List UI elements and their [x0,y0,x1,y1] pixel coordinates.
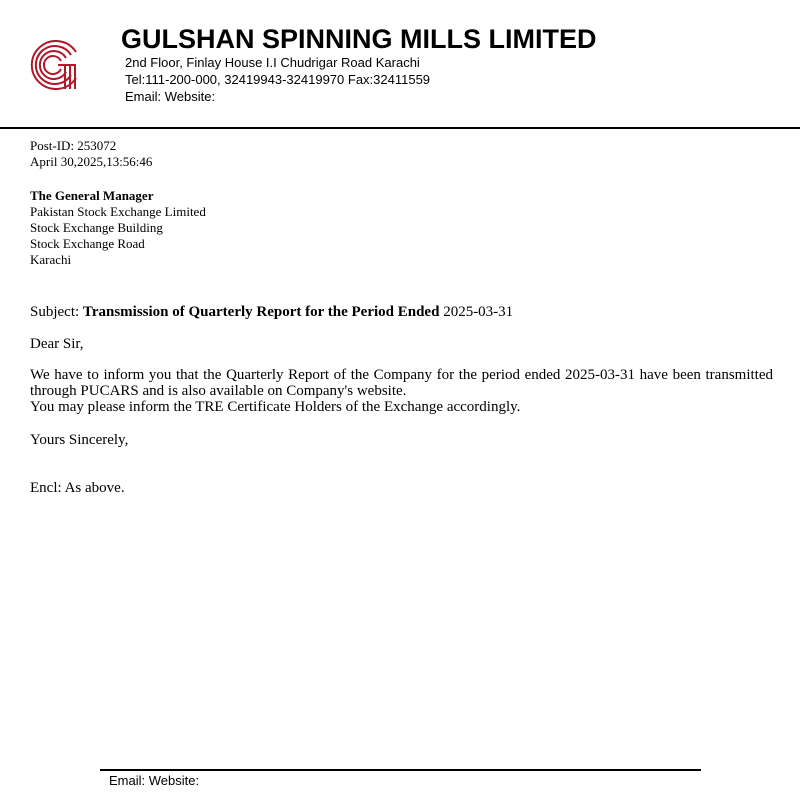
company-name: GULSHAN SPINNING MILLS LIMITED [121,24,597,54]
subject-date: 2025-03-31 [443,304,514,320]
addressee-line: Stock Exchange Road [30,236,145,251]
header-divider [0,127,800,129]
body-paragraph: You may please inform the TRE Certificate Holders of the Exchange accordingly. [30,399,521,415]
post-datetime: April 30,2025,13:56:46 [30,154,153,169]
addressee-title: The General Manager [30,188,154,203]
salutation: Dear Sir, [30,336,84,352]
letterhead [0,0,800,128]
post-meta [30,138,152,170]
company-address: 2nd Floor, Finlay House I.I Chudrigar Road Karachi [125,55,420,70]
gulshan-logo-icon [26,40,78,90]
addressee-line: Stock Exchange Building [30,220,163,235]
footer-divider [100,769,701,771]
body-paragraph: We have to inform you that the Quarterly Report of the Company for the period ended 2025-03-31 have been transmitted through PUCARS and is also available on Company's website. [30,367,773,399]
subject-prefix: Subject: [30,304,80,320]
addressee-block [30,188,206,268]
enclosure-note: Encl: As above. [30,480,125,496]
closing: Yours Sincerely, [30,432,129,448]
addressee-line: Karachi [30,252,72,267]
subject-title: Transmission of Quarterly Report for the Period Ended [82,304,440,320]
subject-line [30,303,513,321]
footer-email-website: Email: Website: [109,773,200,788]
company-email-website: Email: Website: [125,89,216,104]
addressee-line: Pakistan Stock Exchange Limited [30,204,206,219]
post-id: Post-ID: 253072 [30,138,117,153]
company-phone-fax: Tel:111-200-000, 32419943-32419970 Fax:32411559 [125,72,431,87]
letter-body [30,367,773,415]
